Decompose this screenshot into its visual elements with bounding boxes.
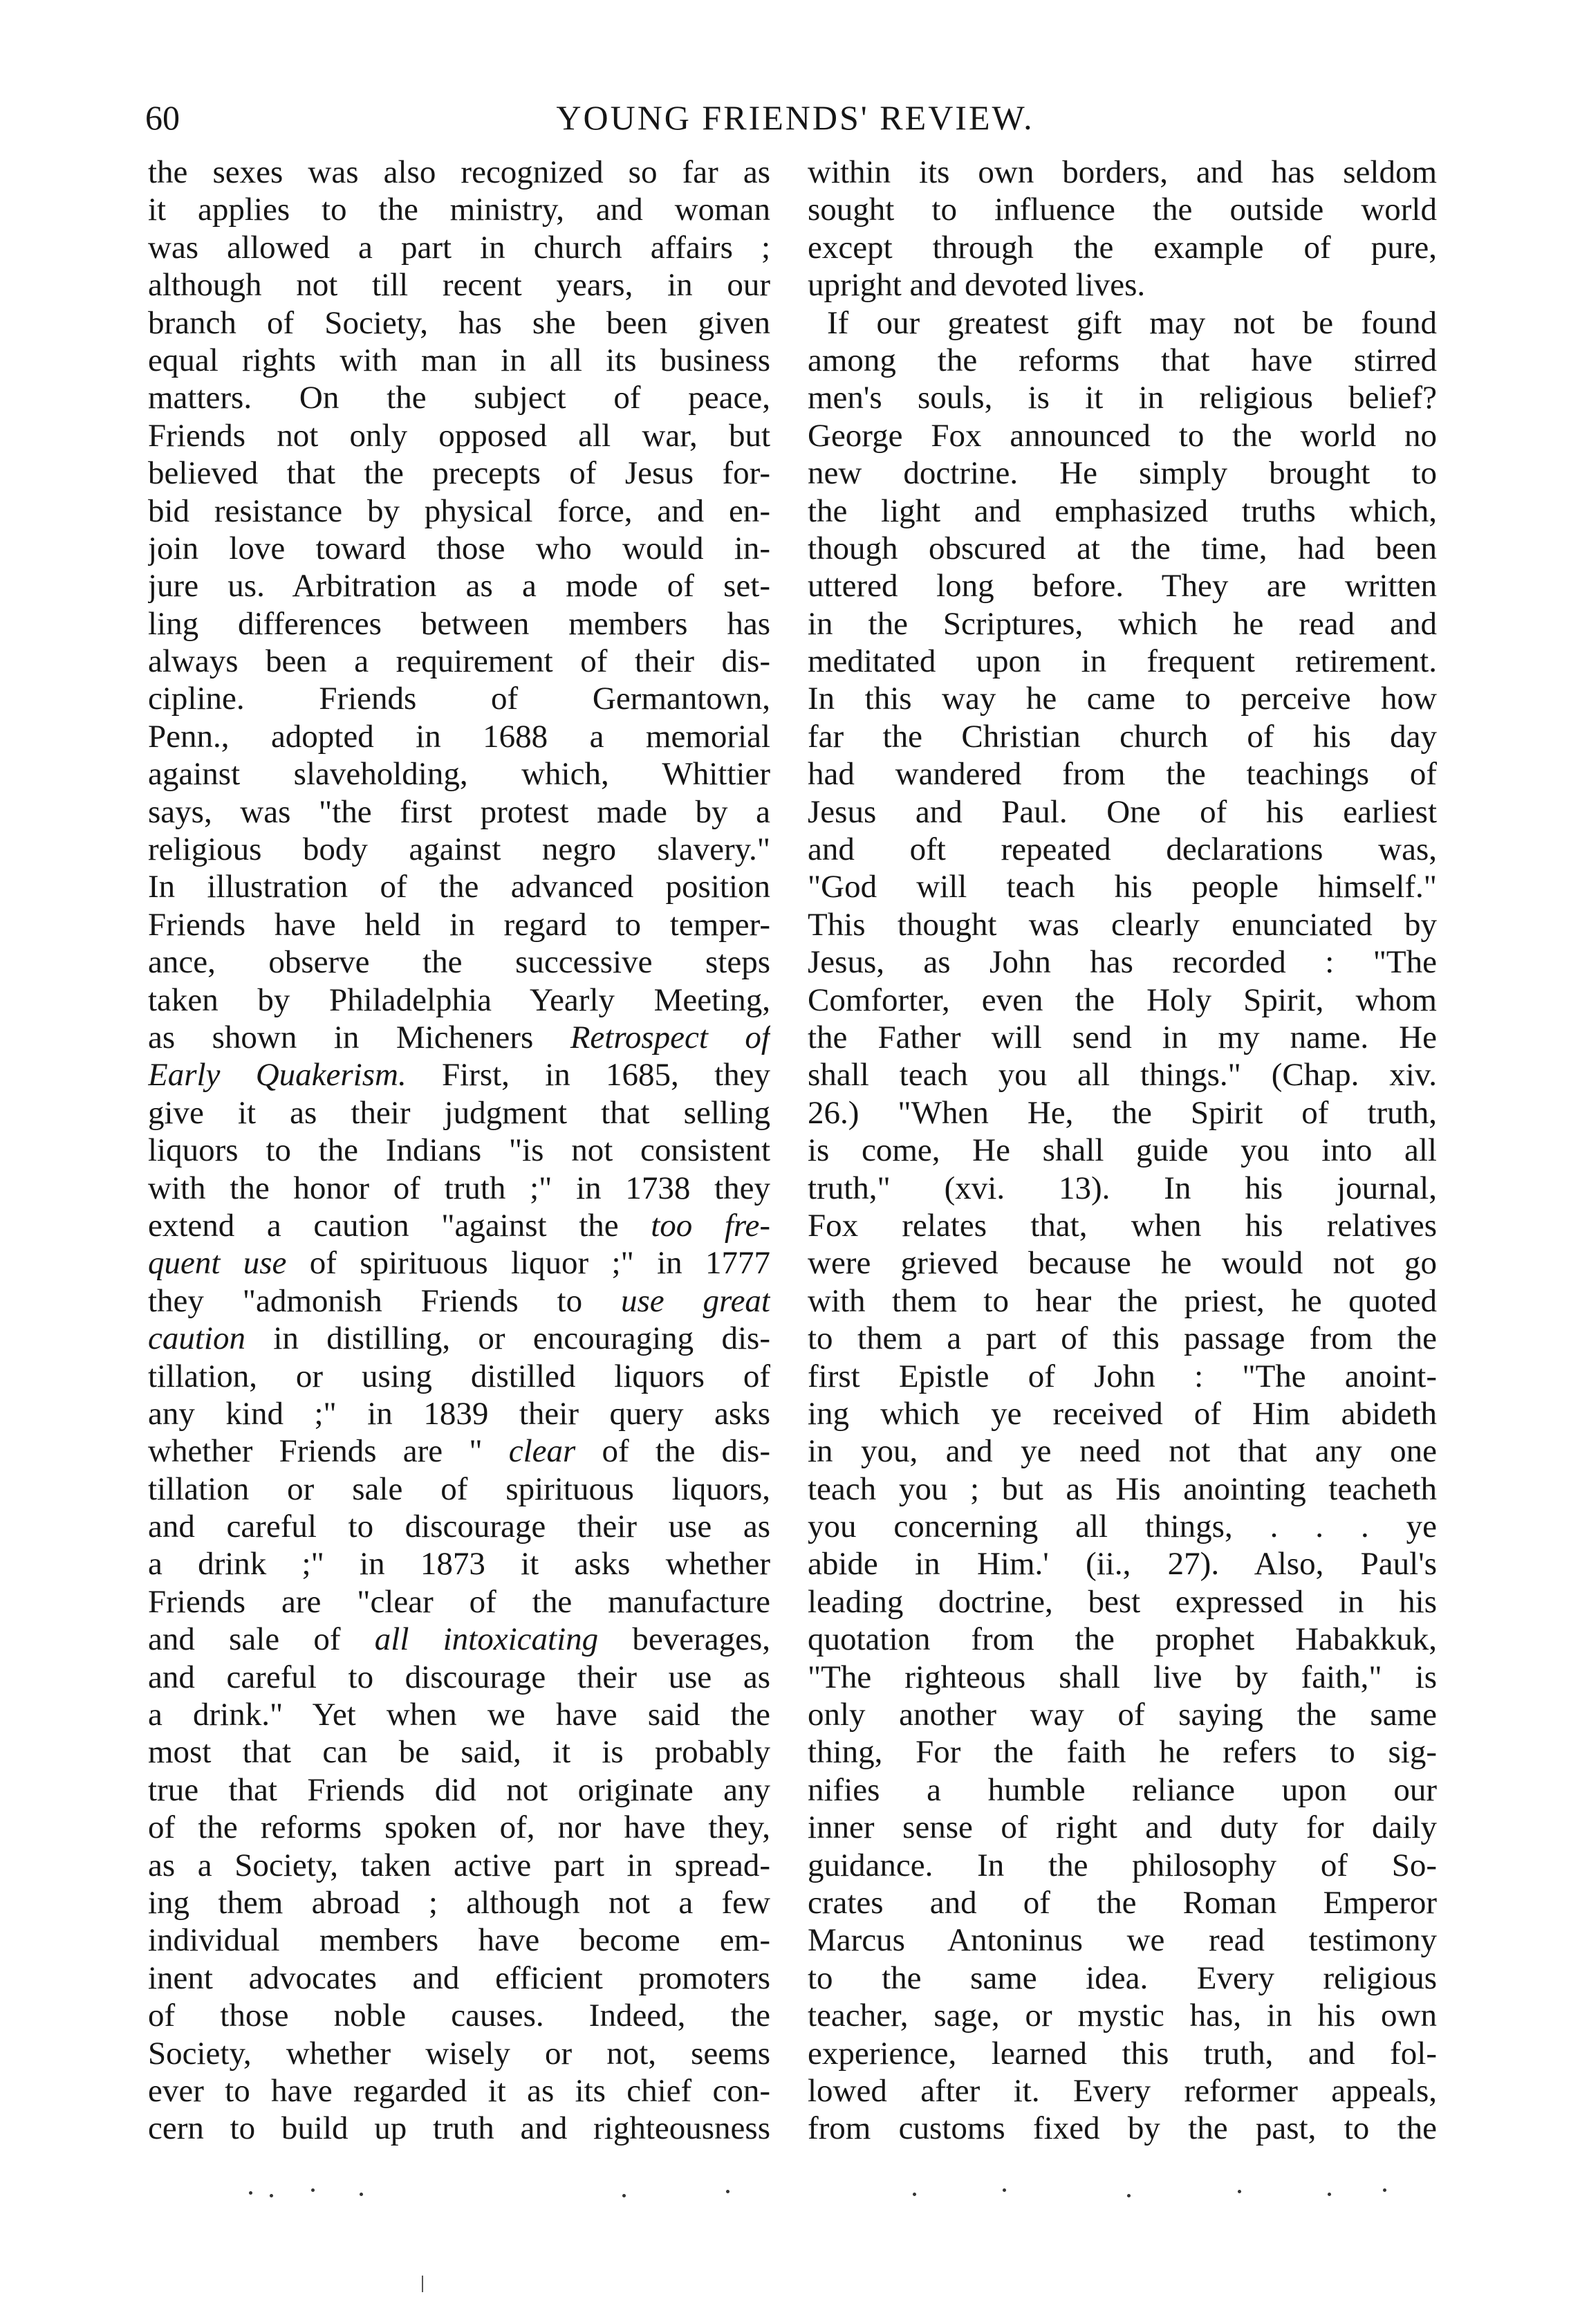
text-run: beverages,: [632, 1621, 770, 1658]
left-column-line: [148, 417, 770, 454]
text-run: except through the example of pure,: [808, 229, 1437, 266]
text-run: among the reforms that have stirred: [808, 342, 1437, 378]
left-column-line: [148, 1320, 770, 1357]
right-column-line: [808, 304, 1437, 342]
right-column-line: [808, 831, 1437, 868]
right-column-line: [808, 718, 1437, 755]
left-column-line: [148, 1733, 770, 1771]
italic-text: all intoxicating: [374, 1621, 599, 1658]
left-column-line: [148, 530, 770, 567]
text-run: new doctrine. He simply brought to: [808, 455, 1437, 492]
text-run: equal rights with man in all its business: [148, 342, 770, 378]
right-column-line: [808, 906, 1437, 943]
right-column-line: [808, 1320, 1437, 1357]
text-run: Marcus Antoninus we read testimony: [808, 1922, 1437, 1959]
right-column-line: [808, 1847, 1437, 1884]
text-run: teach you ; but as His anointing teacheth: [808, 1470, 1437, 1507]
text-run: it applies to the ministry, and woman: [148, 192, 770, 228]
left-column-line: [148, 831, 770, 868]
left-column-line: [148, 1583, 770, 1621]
text-run: though obscured at the time, had been: [808, 530, 1437, 566]
left-column-line: [148, 943, 770, 981]
left-column-line: [148, 1621, 770, 1658]
text-run: Friends not only opposed all war, but: [148, 417, 770, 454]
text-run: first Epistle of John : "The anoint-: [808, 1358, 1437, 1394]
text-run: truth," (xvi. 13). In his journal,: [808, 1170, 1437, 1206]
right-column-line: [808, 1809, 1437, 1846]
text-run: always been a requirement of their dis-: [148, 643, 770, 680]
left-column-line: [148, 1094, 770, 1132]
right-column-line: [808, 755, 1437, 793]
text-run: religious body against negro slavery.": [148, 831, 770, 868]
left-column-line: [148, 191, 770, 228]
left-column-line: [148, 567, 770, 605]
text-run: and careful to discourage their use as: [148, 1509, 770, 1545]
right-column-line: [808, 417, 1437, 454]
left-column-line: [148, 454, 770, 492]
left-column-line: [148, 1771, 770, 1809]
text-run: in distilling, or encouraging dis-: [273, 1320, 770, 1357]
text-run: cipline. Friends of Germantown,: [148, 681, 770, 717]
right-column-line: [808, 1583, 1437, 1621]
left-column-line: [148, 1358, 770, 1395]
text-run: This thought was clearly enunciated by: [808, 906, 1437, 943]
text-run: In this way he came to perceive how: [808, 681, 1437, 717]
left-column-line: [148, 1056, 770, 1094]
text-run: believed that the precepts of Jesus for-: [148, 455, 770, 492]
text-run: of those noble causes. Indeed, the: [148, 1998, 770, 2034]
left-column-line: [148, 1508, 770, 1545]
text-run: In illustration of the advanced position: [148, 869, 770, 905]
print-specks: [249, 2186, 1424, 2206]
right-column-line: [808, 1733, 1437, 1771]
right-column-line: [808, 1207, 1437, 1244]
left-column-line: [148, 2035, 770, 2072]
left-column-line: [148, 868, 770, 905]
right-column-line: [808, 868, 1437, 905]
text-run: from customs fixed by the past, to the: [808, 2110, 1437, 2147]
right-column-line: [808, 1019, 1437, 1056]
text-run: crates and of the Roman Emperor: [808, 1884, 1437, 1921]
italic-text: caution: [148, 1320, 245, 1357]
right-column-line: [808, 379, 1437, 416]
left-column-line: [148, 718, 770, 755]
text-run: "God will teach his people himself.": [808, 869, 1437, 905]
right-column-line: [808, 2110, 1437, 2147]
text-run: ever to have regarded it as its chief con-: [148, 2072, 770, 2109]
text-run: within its own borders, and has seldom: [808, 154, 1437, 190]
text-run: upright and devoted lives.: [808, 267, 1146, 304]
left-column-line: [148, 906, 770, 943]
right-column-line: [808, 1132, 1437, 1169]
margin-mark: [422, 2276, 423, 2292]
left-column-line: [148, 1432, 770, 1470]
text-run: to the same idea. Every religious: [808, 1959, 1437, 1996]
text-run: Fox relates that, when his relatives: [808, 1207, 1437, 1244]
text-run: had wandered from the teachings of: [808, 756, 1437, 793]
text-run: join love toward those who would in-: [148, 530, 770, 566]
right-column-line: [808, 1358, 1437, 1395]
right-column-line: [808, 154, 1437, 191]
right-column-line: [808, 943, 1437, 981]
text-run: teacher, sage, or mystic has, in his own: [808, 1998, 1437, 2034]
right-column-line: [808, 229, 1437, 266]
text-run: Friends are "clear of the manufacture: [148, 1583, 770, 1620]
right-column-line: [808, 680, 1437, 717]
left-column-line: [148, 266, 770, 304]
right-column-line: [808, 2035, 1437, 2072]
right-column-line: [808, 1094, 1437, 1132]
left-column-line: [148, 643, 770, 680]
text-run: against slaveholding, which, Whittier: [148, 756, 770, 793]
right-column-line: [808, 266, 1437, 304]
page-number: 60: [145, 98, 180, 137]
text-run: you concerning all things, . . . ye: [808, 1509, 1437, 1545]
text-run: experience, learned this truth, and fol-: [808, 2035, 1437, 2072]
text-run: inner sense of right and duty for daily: [808, 1809, 1437, 1846]
left-column-line: [148, 680, 770, 717]
left-column-line: [148, 1244, 770, 1282]
left-column-line: [148, 229, 770, 266]
text-run: branch of Society, has she been given: [148, 304, 770, 341]
text-run: Comforter, even the Holy Spirit, whom: [808, 981, 1437, 1018]
text-run: says, was "the first protest made by a: [148, 793, 770, 830]
right-column-line: [808, 2072, 1437, 2110]
text-run: ing which ye received of Him abideth: [808, 1395, 1437, 1432]
left-column-line: [148, 492, 770, 530]
right-column-line: [808, 1282, 1437, 1320]
text-run: Friends have held in regard to temper-: [148, 906, 770, 943]
right-column-line: [808, 1696, 1437, 1733]
left-column-line: [148, 1659, 770, 1696]
text-run: First, in 1685, they: [441, 1057, 770, 1094]
page-header: [145, 97, 1445, 145]
left-column-line: [148, 793, 770, 831]
text-run: extend a caution "against the: [148, 1207, 619, 1244]
text-run: far the Christian church of his day: [808, 718, 1437, 755]
text-run: George Fox announced to the world no: [808, 417, 1437, 454]
left-column-line: [148, 1395, 770, 1432]
text-run: ing them abroad ; although not a few: [148, 1884, 770, 1921]
running-title: YOUNG FRIENDS' REVIEW.: [556, 98, 1034, 137]
right-column-line: [808, 981, 1437, 1019]
text-run: give it as their judgment that selling: [148, 1094, 770, 1131]
right-column-line: [808, 643, 1437, 680]
right-column-line: [808, 1921, 1437, 1959]
right-column-line: [808, 530, 1437, 567]
text-run: was allowed a part in church affairs ;: [148, 229, 770, 266]
text-run: "The righteous shall live by faith," is: [808, 1659, 1437, 1695]
text-run: any kind ;" in 1839 their query asks: [148, 1395, 770, 1432]
text-run: Penn., adopted in 1688 a memorial: [148, 718, 770, 755]
text-run: in you, and ye need not that any one: [808, 1433, 1437, 1470]
right-column-line: [808, 1508, 1437, 1545]
right-column-line: [808, 492, 1437, 530]
text-run: shall teach you all things." (Chap. xiv.: [808, 1057, 1437, 1094]
text-run: as shown in Micheners: [148, 1019, 534, 1055]
left-column-line: [148, 1847, 770, 1884]
text-run: of the dis-: [602, 1433, 770, 1470]
text-run: of the reforms spoken of, nor have they,: [148, 1809, 770, 1846]
left-column-line: [148, 1884, 770, 1921]
left-column-line: [148, 2072, 770, 2110]
right-column-line: [808, 1432, 1437, 1470]
text-run: Jesus and Paul. One of his earliest: [808, 793, 1437, 830]
right-column-line: [808, 1884, 1437, 1921]
right-text-column: [808, 154, 1437, 2146]
text-run: the light and emphasized truths which,: [808, 492, 1437, 529]
text-run: of spirituous liquor ;" in 1777: [309, 1245, 770, 1282]
italic-text: quent use: [148, 1245, 287, 1282]
text-run: true that Friends did not originate any: [148, 1771, 770, 1808]
left-column-line: [148, 1959, 770, 1997]
text-run: leading doctrine, best expressed in his: [808, 1583, 1437, 1620]
left-text-column: [148, 154, 770, 2146]
left-column-line: [148, 1470, 770, 1508]
text-run: whether Friends are ": [148, 1433, 483, 1470]
text-run: guidance. In the philosophy of So-: [808, 1847, 1437, 1883]
text-run: jure us. Arbitration as a mode of set-: [148, 568, 770, 605]
text-run: liquors to the Indians "is not consistent: [148, 1132, 770, 1169]
text-run: men's souls, is it in religious belief?: [808, 380, 1437, 416]
right-column-line: [808, 1621, 1437, 1658]
text-run: Society, whether wisely or not, seems: [148, 2035, 770, 2072]
text-run: in the Scriptures, which he read and: [808, 605, 1437, 642]
right-column-line: [808, 1659, 1437, 1696]
right-column-line: [808, 1771, 1437, 1809]
left-column-line: [148, 379, 770, 416]
text-run: meditated upon in frequent retirement.: [808, 643, 1437, 680]
right-column-line: [808, 1056, 1437, 1094]
right-column-line: [808, 1470, 1437, 1508]
text-run: and careful to discourage their use as: [148, 1659, 770, 1695]
text-run: taken by Philadelphia Yearly Meeting,: [148, 981, 770, 1018]
right-column-line: [808, 793, 1437, 831]
italic-text: clear: [508, 1433, 576, 1470]
text-run: nifies a humble reliance upon our: [808, 1771, 1437, 1808]
text-run: abide in Him.' (ii., 27). Also, Paul's: [808, 1546, 1437, 1583]
italic-text: use great: [620, 1282, 770, 1319]
text-run: ling differences between members has: [148, 605, 770, 642]
text-run: tillation, or using distilled liquors of: [148, 1358, 770, 1394]
right-column-line: [808, 1997, 1437, 2034]
left-column-line: [148, 1921, 770, 1959]
left-column-line: [148, 1545, 770, 1583]
text-run: they "admonish Friends to: [148, 1282, 583, 1319]
text-run: quotation from the prophet Habakkuk,: [808, 1621, 1437, 1658]
text-run: Jesus, as John has recorded : "The: [808, 944, 1437, 981]
italic-text: too fre-: [651, 1207, 770, 1244]
text-run: matters. On the subject of peace,: [148, 380, 770, 416]
text-run: ance, observe the successive steps: [148, 944, 770, 981]
text-run: were grieved because he would not go: [808, 1245, 1437, 1282]
text-run: thing, For the faith he refers to sig-: [808, 1734, 1437, 1771]
left-column-line: [148, 2110, 770, 2147]
text-run: cern to build up truth and righteousness: [148, 2110, 770, 2147]
right-column-line: [808, 1170, 1437, 1207]
right-column-line: [808, 1395, 1437, 1432]
text-run: is come, He shall guide you into all: [808, 1132, 1437, 1169]
text-run: inent advocates and efficient promoters: [148, 1959, 770, 1996]
right-column-line: [808, 342, 1437, 379]
text-run: uttered long before. They are written: [808, 568, 1437, 605]
text-run: If our greatest gift may not be found: [827, 304, 1437, 341]
right-column-line: [808, 1959, 1437, 1997]
left-column-line: [148, 755, 770, 793]
text-run: 26.) "When He, the Spirit of truth,: [808, 1094, 1437, 1131]
text-run: bid resistance by physical force, and en-: [148, 492, 770, 529]
left-column-line: [148, 1696, 770, 1733]
italic-text: Retrospect of: [570, 1019, 770, 1055]
left-column-line: [148, 342, 770, 379]
text-run: sought to influence the outside world: [808, 192, 1437, 228]
left-column-line: [148, 1207, 770, 1244]
left-column-line: [148, 1809, 770, 1846]
left-column-line: [148, 605, 770, 643]
left-column-line: [148, 981, 770, 1019]
right-column-line: [808, 191, 1437, 228]
left-column-line: [148, 1170, 770, 1207]
left-column-line: [148, 304, 770, 342]
text-run: to them a part of this passage from the: [808, 1320, 1437, 1357]
left-column-line: [148, 1282, 770, 1320]
text-run: and oft repeated declarations was,: [808, 831, 1437, 868]
right-column-line: [808, 567, 1437, 605]
text-run: a drink." Yet when we have said the: [148, 1697, 770, 1733]
text-run: with them to hear the priest, he quoted: [808, 1282, 1437, 1319]
text-run: tillation or sale of spirituous liquors,: [148, 1470, 770, 1507]
text-run: and sale of: [148, 1621, 341, 1658]
text-run: only another way of saying the same: [808, 1697, 1437, 1733]
text-run: a drink ;" in 1873 it asks whether: [148, 1546, 770, 1583]
text-run: most that can be said, it is probably: [148, 1734, 770, 1771]
left-column-line: [148, 154, 770, 191]
text-run: individual members have become em-: [148, 1922, 770, 1959]
right-column-line: [808, 605, 1437, 643]
left-column-line: [148, 1019, 770, 1056]
text-run: with the honor of truth ;" in 1738 they: [148, 1170, 770, 1206]
left-column-line: [148, 1132, 770, 1169]
text-run: as a Society, taken active part in spread-: [148, 1847, 770, 1883]
right-column-line: [808, 1244, 1437, 1282]
text-run: although not till recent years, in our: [148, 267, 770, 304]
right-column-line: [808, 454, 1437, 492]
text-run: the sexes was also recognized so far as: [148, 154, 770, 190]
left-column-line: [148, 1997, 770, 2034]
text-run: lowed after it. Every reformer appeals,: [808, 2072, 1437, 2109]
text-run: the Father will send in my name. He: [808, 1019, 1437, 1055]
right-column-line: [808, 1545, 1437, 1583]
italic-text: Early Quakerism.: [148, 1057, 407, 1094]
